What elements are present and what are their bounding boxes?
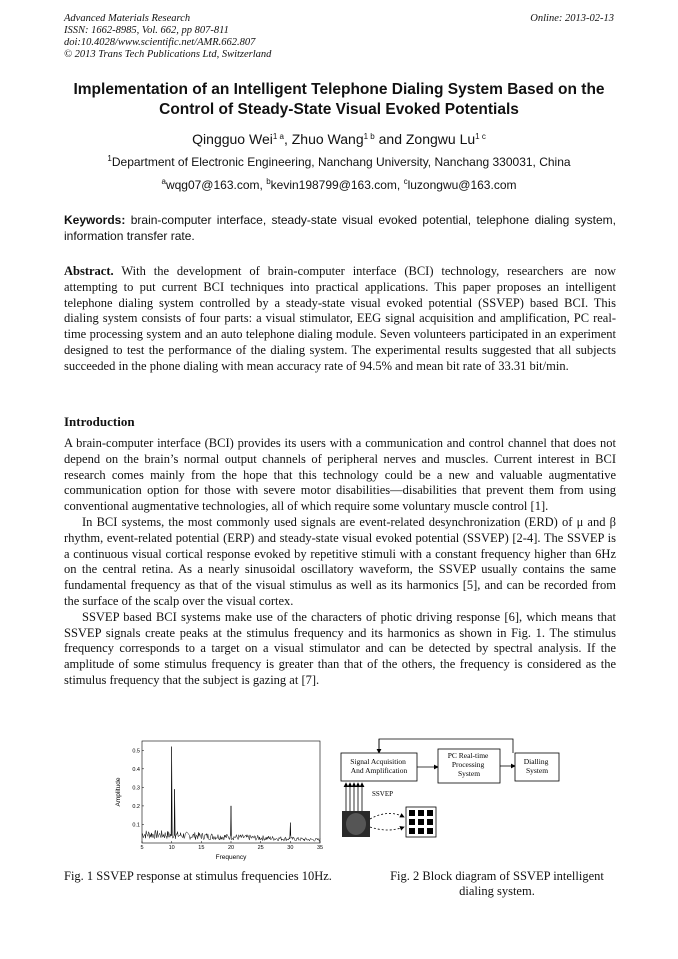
paragraph: A brain-computer interface (BCI) provides its users with a communication and control channel that does not depend on the brain’s normal output channels of peripheral nerves and muscles. Current interest in BCI research comes mainly from the hope that this technology could be a new and valuable augmentative communication option for those with severe motor disabilities—disabilities that prevent them from using conventional augmentative technologies, all of which require some voluntary muscle control [1]. [64, 436, 616, 514]
author-name: Zongwu Lu [405, 131, 476, 147]
author-name: Qingguo Wei [192, 131, 273, 147]
abstract-label: Abstract. [64, 264, 114, 278]
issn-line: ISSN: 1662-8985, Vol. 662, pp 807-811 [64, 25, 229, 36]
stimulus-target [418, 810, 424, 816]
page-header [64, 13, 614, 61]
y-tick-label: 0.3 [132, 785, 140, 792]
paragraph: In BCI systems, the most commonly used signals are event-related desynchronization (ERD) of μ and β rhythm, event-related potential (ERP) and steady-state visual evoked potential (SSVEP) [2-4]. The SSVEP is a continuous visual cortical response evoked by repetitive stimuli with a constant frequency higher than 6Hz on the central retina. As a nearly sinusoidal oscillatory waveform, the SSVEP usually contains the same fundamental frequency as that of the visual stimulus as well as its harmonics [5], and can be recorded from the surface of the scalp over the visual cortex. [64, 514, 616, 608]
email-address: kevin198799@163.com [270, 178, 397, 192]
stimulus-target [409, 819, 415, 825]
abstract [64, 264, 616, 375]
visual-stimulator [406, 807, 436, 837]
x-tick-label: 15 [198, 845, 205, 851]
y-tick-label: 0.1 [132, 822, 140, 829]
x-tick-label: 20 [227, 845, 235, 851]
stimulus-target [418, 819, 424, 825]
introduction-body [64, 436, 616, 689]
block-line: Signal Acquisition [350, 757, 406, 766]
email-list: $^a$wqg07@163.com, $^b$kevin198799@163.com, $^c$luzongwu@163.com [161, 177, 517, 192]
figure-1-caption: Fig. 1 SSVEP response at stimulus frequencies 10Hz. [64, 869, 332, 883]
block-diagram [338, 735, 578, 865]
author-separator: and [374, 131, 406, 147]
block-label [524, 757, 550, 775]
email-address: wqg07@163.com [165, 178, 260, 192]
block-line: System [525, 766, 549, 775]
y-tick-label: 0.2 [132, 803, 140, 810]
keywords-label: Keywords: [64, 213, 126, 227]
ssvep-label: SSVEP [372, 790, 394, 798]
block-line: Dialling [523, 757, 549, 766]
block-line: System [457, 769, 481, 778]
affiliation [0, 155, 678, 169]
stimulus-target [427, 810, 433, 816]
paper-title: Implementation of an Intelligent Telephone Dialing System Based on the Control of Steady-State Visual Evoked Potentials [73, 81, 605, 118]
author-separator: , [283, 131, 292, 147]
stimulus-target [409, 828, 415, 834]
y-tick-label: 0.5 [132, 748, 140, 755]
x-tick-label: 5 [140, 845, 144, 851]
y-axis-label: Amplitude [115, 777, 122, 807]
email-address: luzongwu@163.com [407, 178, 517, 192]
stimulus-target [409, 810, 415, 816]
online-date: Online: 2013-02-13 [530, 13, 614, 24]
email-superscript: a [161, 177, 166, 186]
copyright-line: © 2013 Trans Tech Publications Ltd, Switzerland [64, 49, 272, 60]
stimulus-target [427, 828, 433, 834]
gaze-line [370, 827, 404, 830]
keywords-text: brain-computer interface, steady-state visual evoked potential, telephone dialing system, information transfer rate. [64, 213, 616, 243]
stimulus-target [418, 828, 424, 834]
x-tick-label: 10 [168, 845, 175, 851]
paragraph: SSVEP based BCI systems make use of the characters of photic driving response [6], which means that SSVEP signals create peaks at the stimulus frequency and its harmonics as shown in Fig. 1. The stimulus frequency corresponds to a target on a visual stimulator and can be detected by spectral analysis. If the amplitude of some stimulus frequency is greater than that of the others, the frequency is considered as the stimulus frequency that the subject is gazing at [7]. [64, 609, 616, 687]
electrode-lines [346, 783, 362, 811]
section-heading-introduction: Introduction [64, 414, 135, 429]
author-name: Zhuo Wang [291, 131, 364, 147]
journal-name: Advanced Materials Research [64, 13, 191, 24]
author-superscript: 1 b [363, 132, 375, 141]
block-line: PC Real-time [447, 751, 489, 760]
stimulus-target [427, 819, 433, 825]
y-tick-label: 0.4 [132, 766, 140, 773]
email-superscript: b [266, 177, 271, 186]
x-axis-label: Frequency [215, 854, 247, 861]
block-line: And Amplification [350, 766, 408, 775]
figure-2-caption: Fig. 2 Block diagram of SSVEP intelligent dialing system. [390, 869, 604, 898]
ssvep-spectrum-chart [110, 735, 330, 865]
block-line: Processing [451, 760, 485, 769]
subject-head-shape [346, 813, 366, 835]
author-superscript: 1 c [475, 132, 486, 141]
x-tick-label: 30 [287, 845, 294, 851]
abstract-text: With the development of brain-computer interface (BCI) technology, researchers are now attempting to put current BCI techniques into practical applications. This paper proposes an intelligent telephone dialing system controlled by a steady-state visual evoked potential (SSVEP) based BCI. This dialing system consists of four parts: a visual stimulator, EEG signal acquisition and amplification, PC real-time processing system and an auto telephone dialing module. Seven volunteers participated in an experiment designed to test the performance of the dialing system. The experimental results suggested that all subjects succeeded in the phone dialing with mean accuracy rate of 94.5% and mean bit rate of 33.31 bit/min. [64, 264, 616, 373]
author-list [0, 131, 678, 147]
keywords [64, 212, 616, 244]
plot-area [115, 741, 323, 861]
block-label [350, 757, 408, 775]
x-tick-label: 35 [316, 845, 324, 851]
gaze-line [370, 813, 404, 819]
author-superscript: 1 a [272, 132, 284, 141]
affiliation-superscript: 1 [107, 154, 112, 163]
affiliation-text: Department of Electronic Engineering, Nanchang University, Nanchang 330031, China [111, 155, 571, 169]
x-tick-label: 25 [257, 845, 264, 851]
email-superscript: c [403, 177, 408, 186]
doi-line: doi:10.4028/www.scientific.net/AMR.662.807 [64, 37, 256, 48]
